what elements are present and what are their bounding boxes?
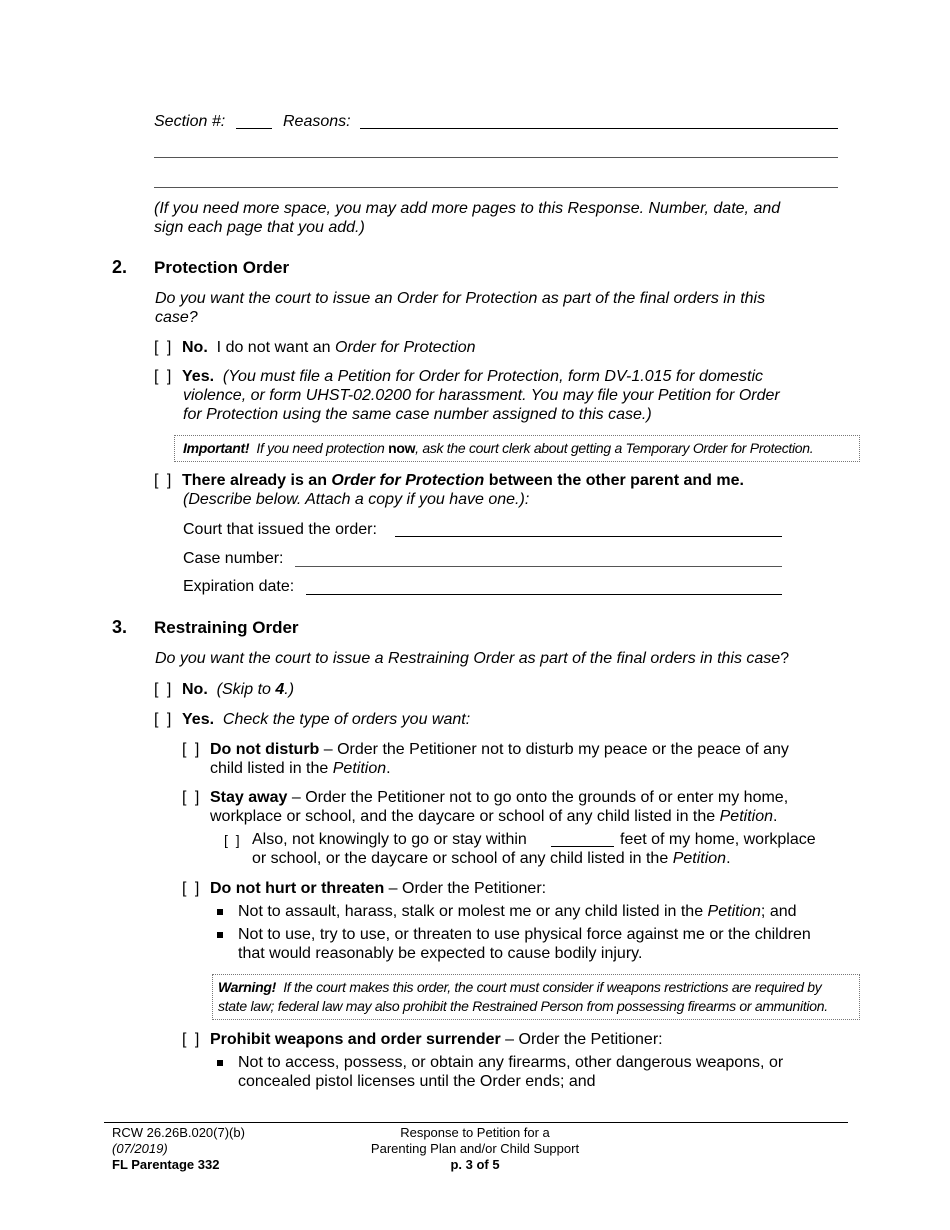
bullet-icon xyxy=(217,1060,223,1066)
do-not-hurt-option: Do not hurt or threaten – Order the Petitioner: xyxy=(210,880,547,897)
case-number-label: Case number: xyxy=(183,550,284,567)
restraining-yes-option: Yes. Check the type of orders you want: xyxy=(182,711,471,728)
bullet-icon xyxy=(217,909,223,915)
protection-yes-checkbox[interactable]: [ ] xyxy=(154,368,174,385)
warning-notice-2: state law; federal law may also prohibit the Restrained Person from possessing firearms or ammunition. xyxy=(218,998,828,1014)
warning-notice: Warning! If the court makes this order, the court must consider if weapons restrictions are required by xyxy=(218,979,822,995)
footer-rcw: RCW 26.26B.020(7)(b) xyxy=(112,1125,245,1140)
section-2-number: 2. xyxy=(112,257,128,277)
stay-away-checkbox[interactable]: [ ] xyxy=(182,789,202,806)
prohibit-weapons-checkbox[interactable]: [ ] xyxy=(182,1031,202,1048)
weapons-bullet-1: Not to access, possess, or obtain any firearms, other dangerous weapons, or xyxy=(238,1054,784,1071)
court-issued-field[interactable] xyxy=(395,536,782,537)
prohibit-weapons-option: Prohibit weapons and order surrender – Order the Petitioner: xyxy=(210,1031,663,1048)
section-2-question-2: case? xyxy=(155,309,198,326)
protection-yes-text-2: violence, or form UHST-02.0200 for harassment. You may file your Petition for Order xyxy=(183,387,780,404)
bullet-icon xyxy=(217,932,223,938)
protection-yes-text-3: for Protection using the same case number assigned to this case.) xyxy=(183,406,652,423)
expiration-date-label: Expiration date: xyxy=(183,578,295,595)
do-not-disturb-option: Do not disturb – Order the Petitioner not to disturb my peace or the peace of any xyxy=(210,741,789,758)
section-2-title: Protection Order xyxy=(154,258,290,277)
stay-away-distance-text-b: feet of my home, workplace xyxy=(620,831,816,848)
weapons-bullet-1-line-2: concealed pistol licenses until the Order ends; and xyxy=(238,1073,596,1090)
footer-title-2: Parenting Plan and/or Child Support xyxy=(370,1141,580,1156)
footer-form-number: FL Parentage 332 xyxy=(112,1157,220,1172)
stay-away-distance-text-a: Also, not knowingly to go or stay within xyxy=(252,831,527,848)
existing-order-option: There already is an Order for Protection between the other parent and me. xyxy=(182,472,744,489)
protection-yes-option: Yes. (You must file a Petition for Order for Protection, form DV-1.015 for domestic xyxy=(182,368,763,385)
section-3-number: 3. xyxy=(112,617,128,637)
protection-no-checkbox[interactable]: [ ] xyxy=(154,339,174,356)
protection-no-option: No. I do not want an Order for Protection xyxy=(182,339,476,356)
do-not-disturb-text-2: child listed in the Petition. xyxy=(210,760,391,777)
existing-order-checkbox[interactable]: [ ] xyxy=(154,472,174,489)
warning-notice-box xyxy=(212,974,860,1020)
footer-page-number: p. 3 of 5 xyxy=(450,1157,500,1172)
section-number-field[interactable] xyxy=(236,128,272,129)
important-notice-box xyxy=(174,435,860,462)
reasons-field[interactable] xyxy=(360,128,838,129)
section-number-label: Section #: xyxy=(154,113,226,130)
section-3-title: Restraining Order xyxy=(154,618,299,637)
footer-title-1: Response to Petition for a xyxy=(400,1125,550,1140)
do-not-disturb-checkbox[interactable]: [ ] xyxy=(182,741,202,758)
existing-order-describe: (Describe below. Attach a copy if you have one.): xyxy=(183,491,530,508)
do-not-hurt-checkbox[interactable]: [ ] xyxy=(182,880,202,897)
section-2-question: Do you want the court to issue an Order for Protection as part of the final orders in this xyxy=(155,290,766,307)
more-space-note: (If you need more space, you may add more pages to this Response. Number, date, and xyxy=(154,200,781,217)
reasons-label: Reasons: xyxy=(283,113,351,130)
restraining-no-option: No. (Skip to 4.) xyxy=(182,681,295,698)
hurt-bullet-2: Not to use, try to use, or threaten to use physical force against me or the children xyxy=(238,926,811,943)
stay-away-distance-field[interactable] xyxy=(551,846,614,847)
stay-away-distance-text-2: or school, or the daycare or school of any child listed in the Petition. xyxy=(252,850,731,867)
reasons-extra-line-1[interactable] xyxy=(154,157,838,158)
important-notice: Important! If you need protection now, ask the court clerk about getting a Temporary Order for Protection. xyxy=(183,440,814,456)
hurt-bullet-1: Not to assault, harass, stalk or molest me or any child listed in the Petition; and xyxy=(238,903,797,920)
restraining-no-checkbox[interactable]: [ ] xyxy=(154,681,174,698)
hurt-bullet-2-line-2: that would reasonably be expected to cause bodily injury. xyxy=(238,945,643,962)
case-number-field[interactable] xyxy=(295,566,782,567)
restraining-yes-checkbox[interactable]: [ ] xyxy=(154,711,174,728)
reasons-extra-line-2[interactable] xyxy=(154,187,838,188)
stay-away-distance-checkbox[interactable]: [ ] xyxy=(224,832,242,848)
stay-away-text-2: workplace or school, and the daycare or school of any child listed in the Petition. xyxy=(210,808,778,825)
more-space-note-2: sign each page that you add.) xyxy=(154,219,365,236)
footer-divider xyxy=(104,1122,848,1123)
stay-away-option: Stay away – Order the Petitioner not to go onto the grounds of or enter my home, xyxy=(210,789,789,806)
section-3-question: Do you want the court to issue a Restraining Order as part of the final orders in this case? xyxy=(155,650,790,667)
footer-date: (07/2019) xyxy=(112,1141,168,1156)
expiration-date-field[interactable] xyxy=(306,594,782,595)
court-issued-label: Court that issued the order: xyxy=(183,521,377,538)
